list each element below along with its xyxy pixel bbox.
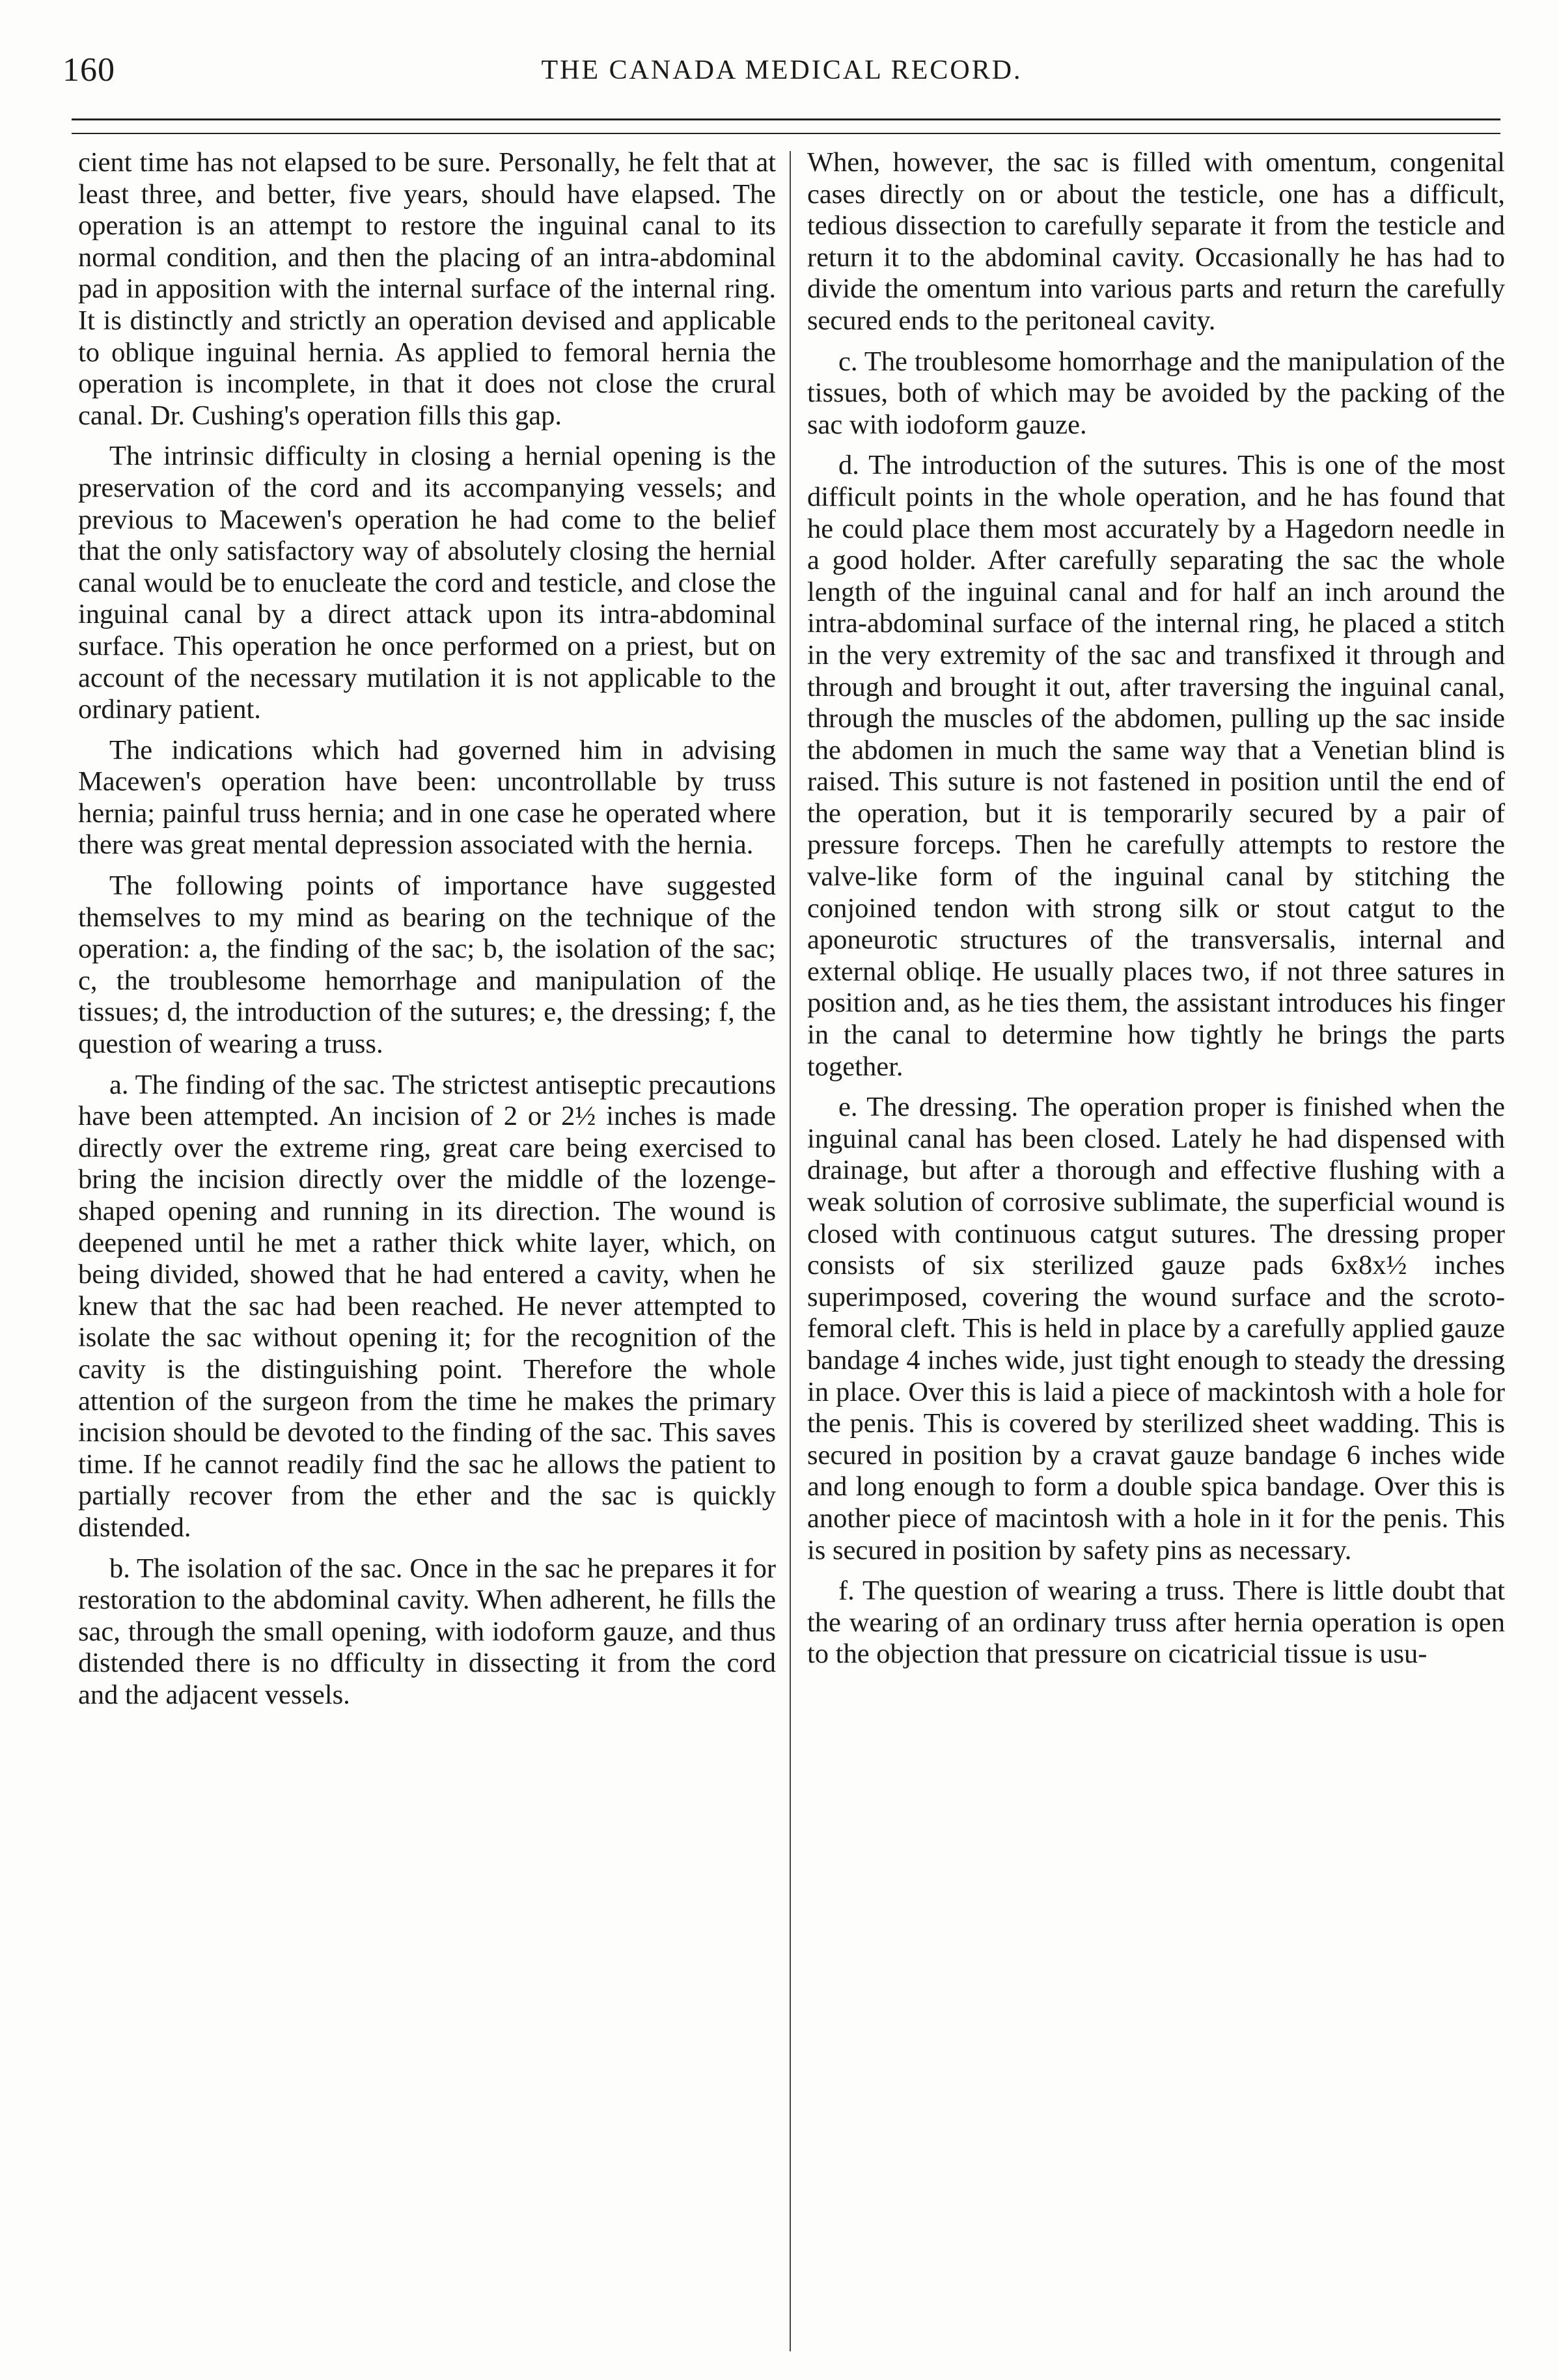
page-header (62, 51, 1501, 96)
paragraph: d. The introduction of the sutures. This is one of the most difficult points in the whole operation, and he has found that he could place them most accurately by a Hagedorn needle in a good holder. After carefully separating the sac the whole length of the inguinal canal and for half an inch around the intra-abdominal surface of the internal ring, he placed a stitch in the very extremity of the sac and transfixed it through and through and brought it out, after traversing the inguinal canal, through the muscles of the abdomen, pulling up the sac inside the abdomen in much the same way that a Venetian blind is raised. This suture is not fastened in position until the end of the operation, but it is temporarily secured by a pair of pressure forceps. Then he carefully attempts to restore the valve-like form of the inguinal canal by stitching the conjoined tendon with strong silk or stout catgut to the aponeurotic structures of the transversalis, internal and external obliqe. He usually places two, if not three satures in position and, as he ties them, the assistant introduces his finger in the canal to determine how tightly he brings the parts together. (807, 450, 1505, 1082)
paragraph: The intrinsic difficulty in closing a hernial opening is the preservation of the cord and its accompanying vessels; and previous to Macewen's operation he had come to the belief that the only satisfactory way of absolutely closing the hernial canal would be to enucleate the cord and testicle, and close the inguinal canal by a direct attack upon its intra-abdominal surface. This operation he once performed on a priest, but on account of the necessary mutilation it is not applicable to the ordinary patient. (78, 441, 776, 725)
paragraph: a. The finding of the sac. The strictest antiseptic precautions have been attempted. An incision of 2 or 2½ inches is made directly over the extreme ring, great care being exercised to bring the incision directly over the middle of the lozenge-shaped opening and running in its direction. The wound is deepened until he met a rather thick white layer, which, on being divided, showed that he had entered a cavity, when he knew that the sac had been reached. He never attempted to isolate the sac without opening it; for the recognition of the cavity is the distinguishing point. Therefore the whole attention of the surgeon from the time he makes the primary incision should be devoted to the finding of the sac. This saves time. If he cannot readily find the sac he allows the patient to partially recover from the ether and the sac is quickly distended. (78, 1069, 776, 1543)
header-rule-top (72, 118, 1500, 120)
paragraph: e. The dressing. The operation proper is finished when the inguinal canal has been closed. Lately he had dispensed with drainage, but after a thorough and effective flushing with a weak solution of corrosive sublimate, the superficial wound is closed with continuous catgut sutures. The dressing proper consists of six sterilized gauze pads 6x8x½ inches superimposed, covering the wound surface and the scroto-femoral cleft. This is held in place by a carefully applied gauze bandage 4 inches wide, just tight enough to steady the dressing in place. Over this is laid a piece of mackintosh with a hole for the penis. This is covered by sterilized sheet wadding. This is secured in position by a cravat gauze bandage 6 inches wide and long enough to form a double spica bandage. Over this is another piece of macintosh with a hole in it for the penis. This is secured in position by safety pins as necessary. (807, 1092, 1505, 1566)
column-divider (790, 151, 791, 2351)
paragraph: f. The question of wearing a truss. There is little doubt that the wearing of an ordinary truss after hernia operation is open to the objection that pressure on cicatricial tissue is usu- (807, 1575, 1505, 1670)
paragraph: cient time has not elapsed to be sure. Personally, he felt that at least three, and better, five years, should have elapsed. The operation is an attempt to restore the inguinal canal to its normal condition, and then the placing of an intra-abdominal pad in apposition with the internal surface of the internal ring. It is distinctly and strictly an operation devised and applicable to oblique inguinal hernia. As applied to femoral hernia the operation is incomplete, in that it does not close the crural canal. Dr. Cushing's operation fills this gap. (78, 147, 776, 431)
header-rule-bottom (72, 133, 1500, 134)
right-column (807, 147, 1505, 1680)
paragraph: When, however, the sac is filled with omentum, congenital cases directly on or about the testicle, one has a difficult, tedious dissection to carefully separate it from the testicle and return it to the abdominal cavity. Occasionally he has had to divide the omentum into various parts and return the carefully secured ends to the peritoneal cavity. (807, 147, 1505, 336)
running-head: THE CANADA MEDICAL RECORD. (541, 55, 1023, 85)
paragraph: The indications which had governed him in advising Macewen's operation have been: uncontrollable by truss hernia; painful truss hernia; and in one case he operated where there was great mental depression associated with the hernia. (78, 734, 776, 861)
left-column (78, 147, 776, 1721)
paragraph: The following points of importance have suggested themselves to my mind as bearing on the technique of the operation: a, the finding of the sac; b, the isolation of the sac; c, the troublesome hemorrhage and manipulation of the tissues; d, the introduction of the sutures; e, the dressing; f, the question of wearing a truss. (78, 870, 776, 1060)
page-number: 160 (62, 51, 115, 89)
paragraph: c. The troublesome homorrhage and the manipulation of the tissues, both of which may be avoided by the packing of the sac with iodoform gauze. (807, 346, 1505, 440)
paragraph: b. The isolation of the sac. Once in the sac he prepares it for restoration to the abdominal cavity. When adherent, he fills the sac, through the small opening, with iodoform gauze, and thus distended there is no dfficulty in dissecting it from the cord and the adjacent vessels. (78, 1553, 776, 1710)
